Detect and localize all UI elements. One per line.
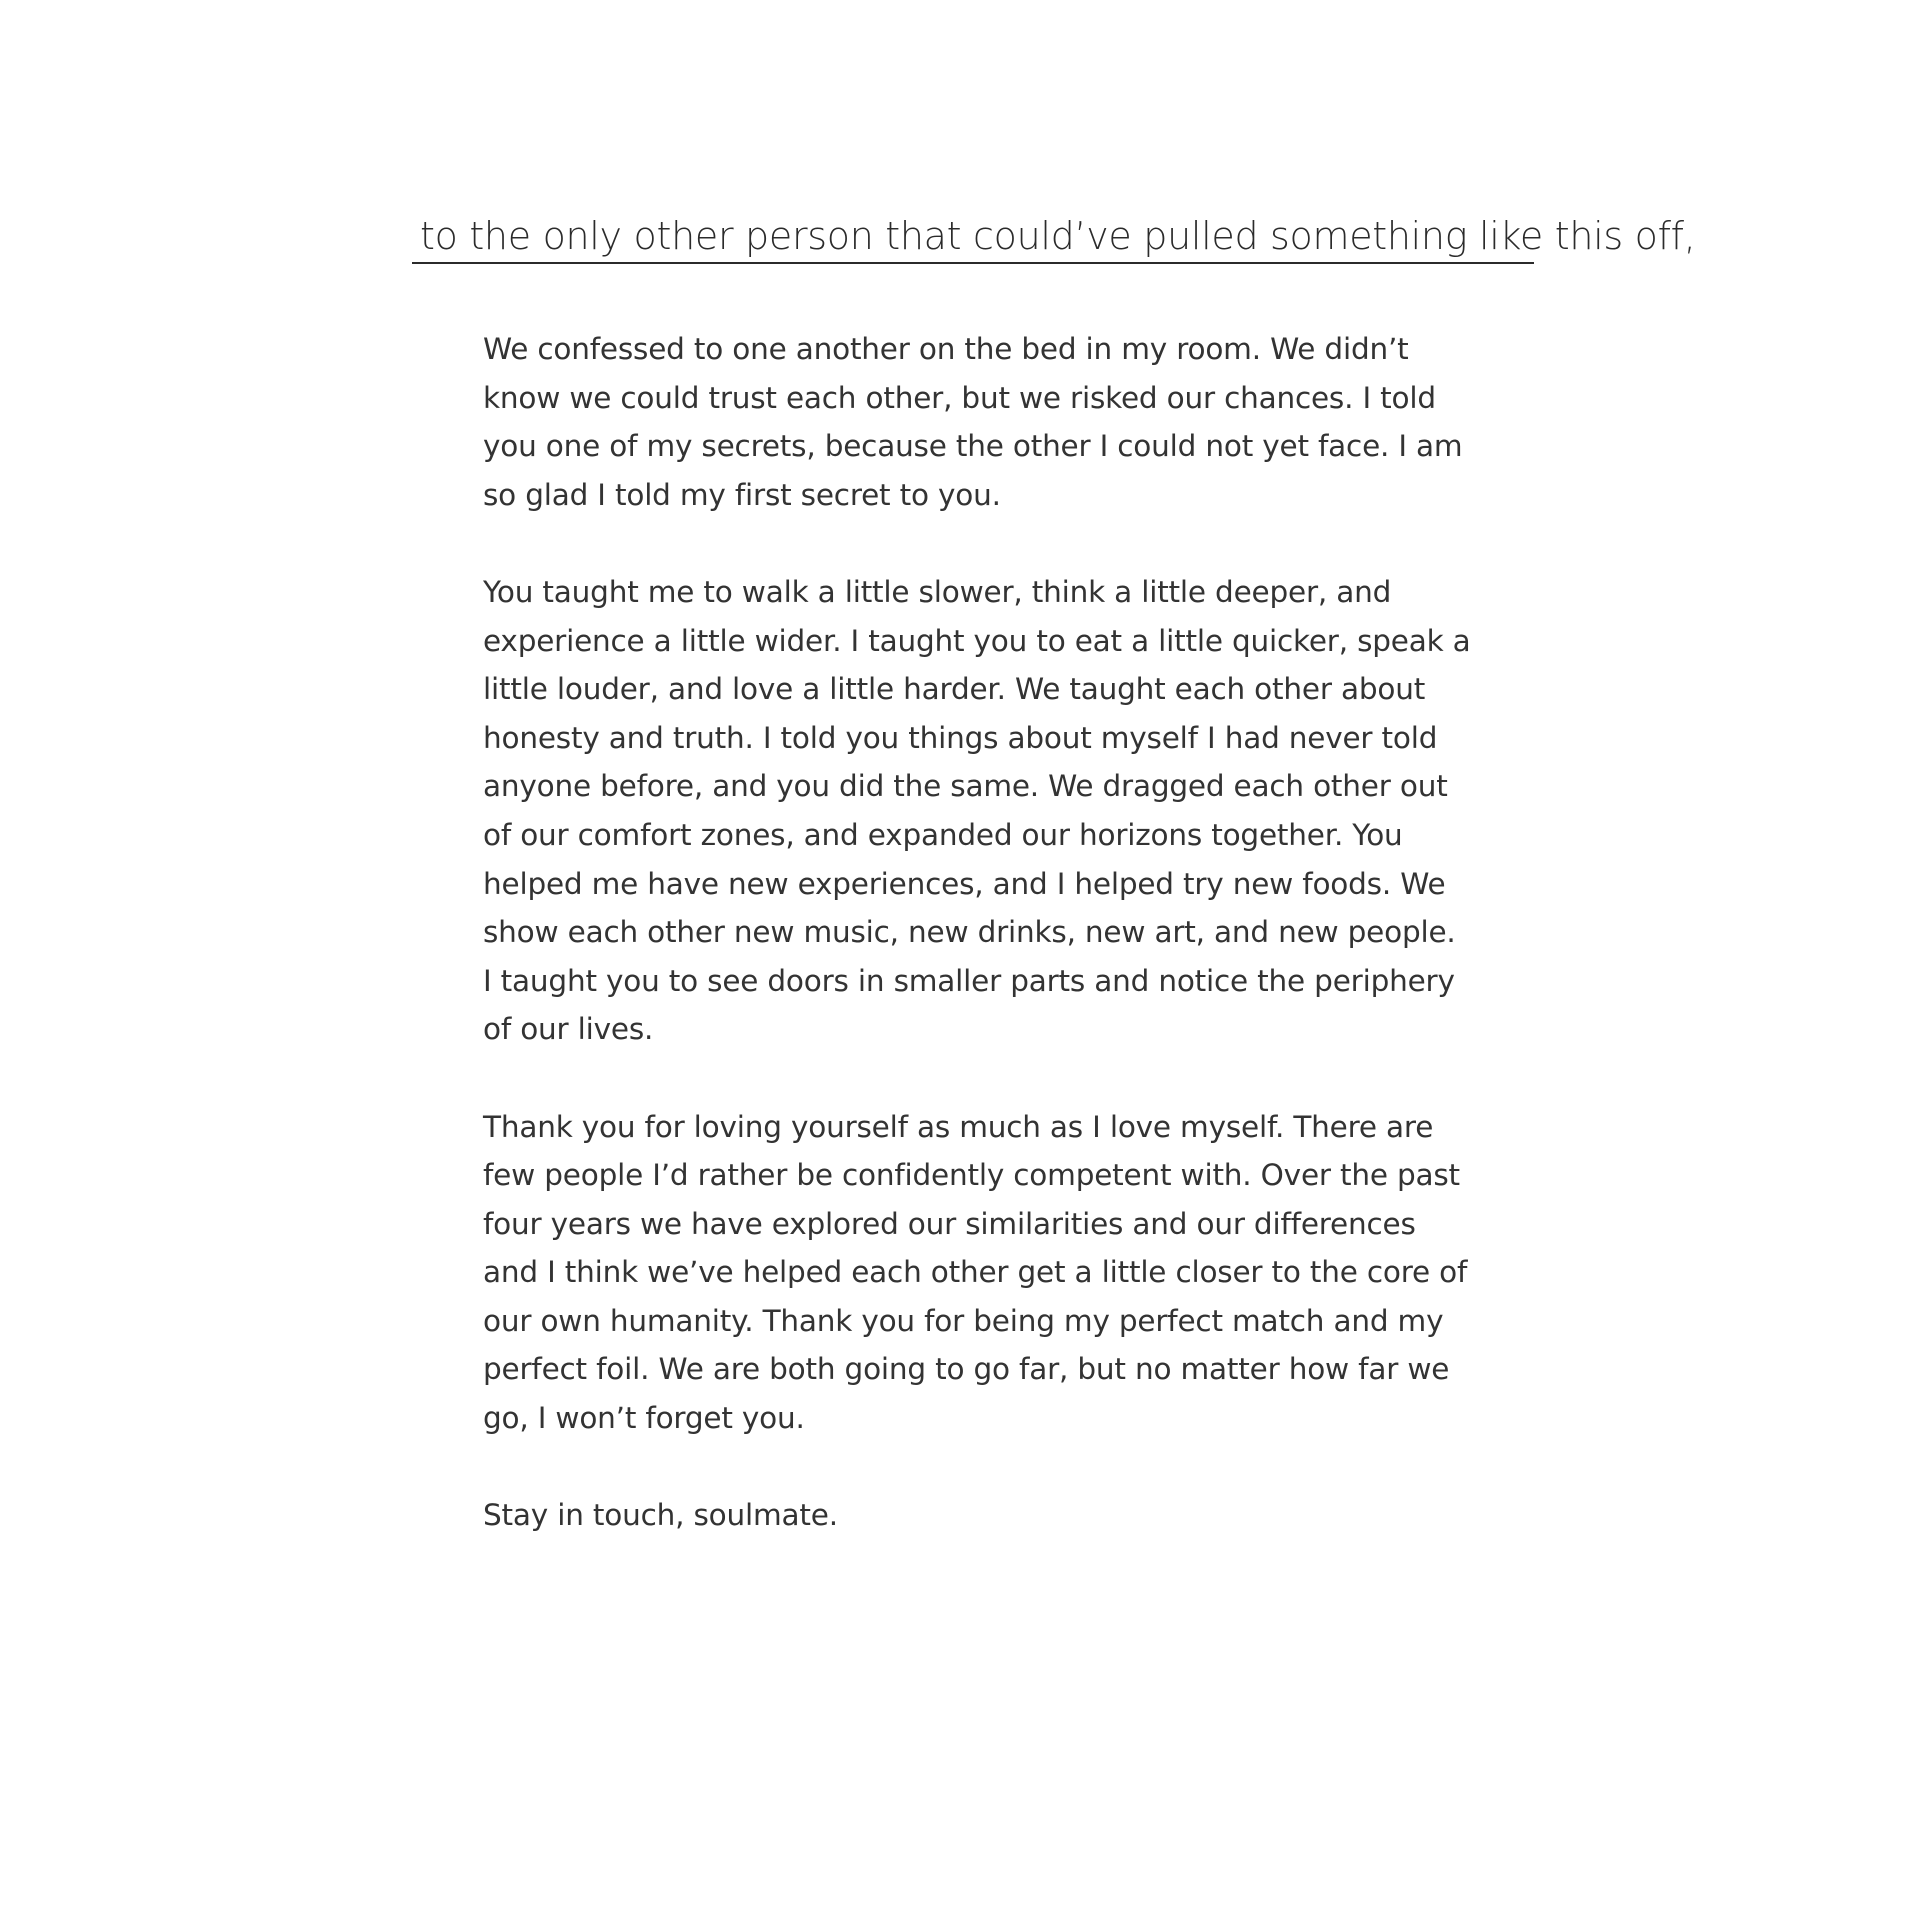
letter-paragraph-3: Thank you for loving yourself as much as I love myself. There are few people I’d rather be confidently competent with. Over the past four years we have explored our similarities and our differences and I think we’ve helped each other get a little closer to the core of our own humanity. Thank you for being my perfect match and my perfect foil. We are both going to go far, but no matter how far we go, I won’t forget you. (483, 1109, 1468, 1436)
letter-paragraph-2: You taught me to walk a little slower, think a little deeper, and experience a little wider. I taught you to eat a little quicker, speak a little louder, and love a little harder. We taught each other about honesty and truth. I told you things about myself I had never told anyone before, and you did the same. We dragged each other out of our comfort zones, and expanded our horizons together. You helped me have new experiences, and I helped try new foods. We show each other new music, new drinks, new art, and new people. I taught you to see doors in smaller parts and notice the periphery of our lives. (483, 574, 1471, 1047)
letter-signoff: Stay in touch, soulmate. (483, 1498, 838, 1533)
letter-paragraph-1: We confessed to one another on the bed in my room. We didn’t know we could trust each other, but we risked our chances. I told you one of my secrets, because the other I could not yet face. I am so glad I told my first secret to you. (483, 332, 1463, 512)
letter-body (483, 325, 1473, 1588)
letter-heading: to the only other person that could’ve pulled something like this off, (412, 210, 1534, 264)
